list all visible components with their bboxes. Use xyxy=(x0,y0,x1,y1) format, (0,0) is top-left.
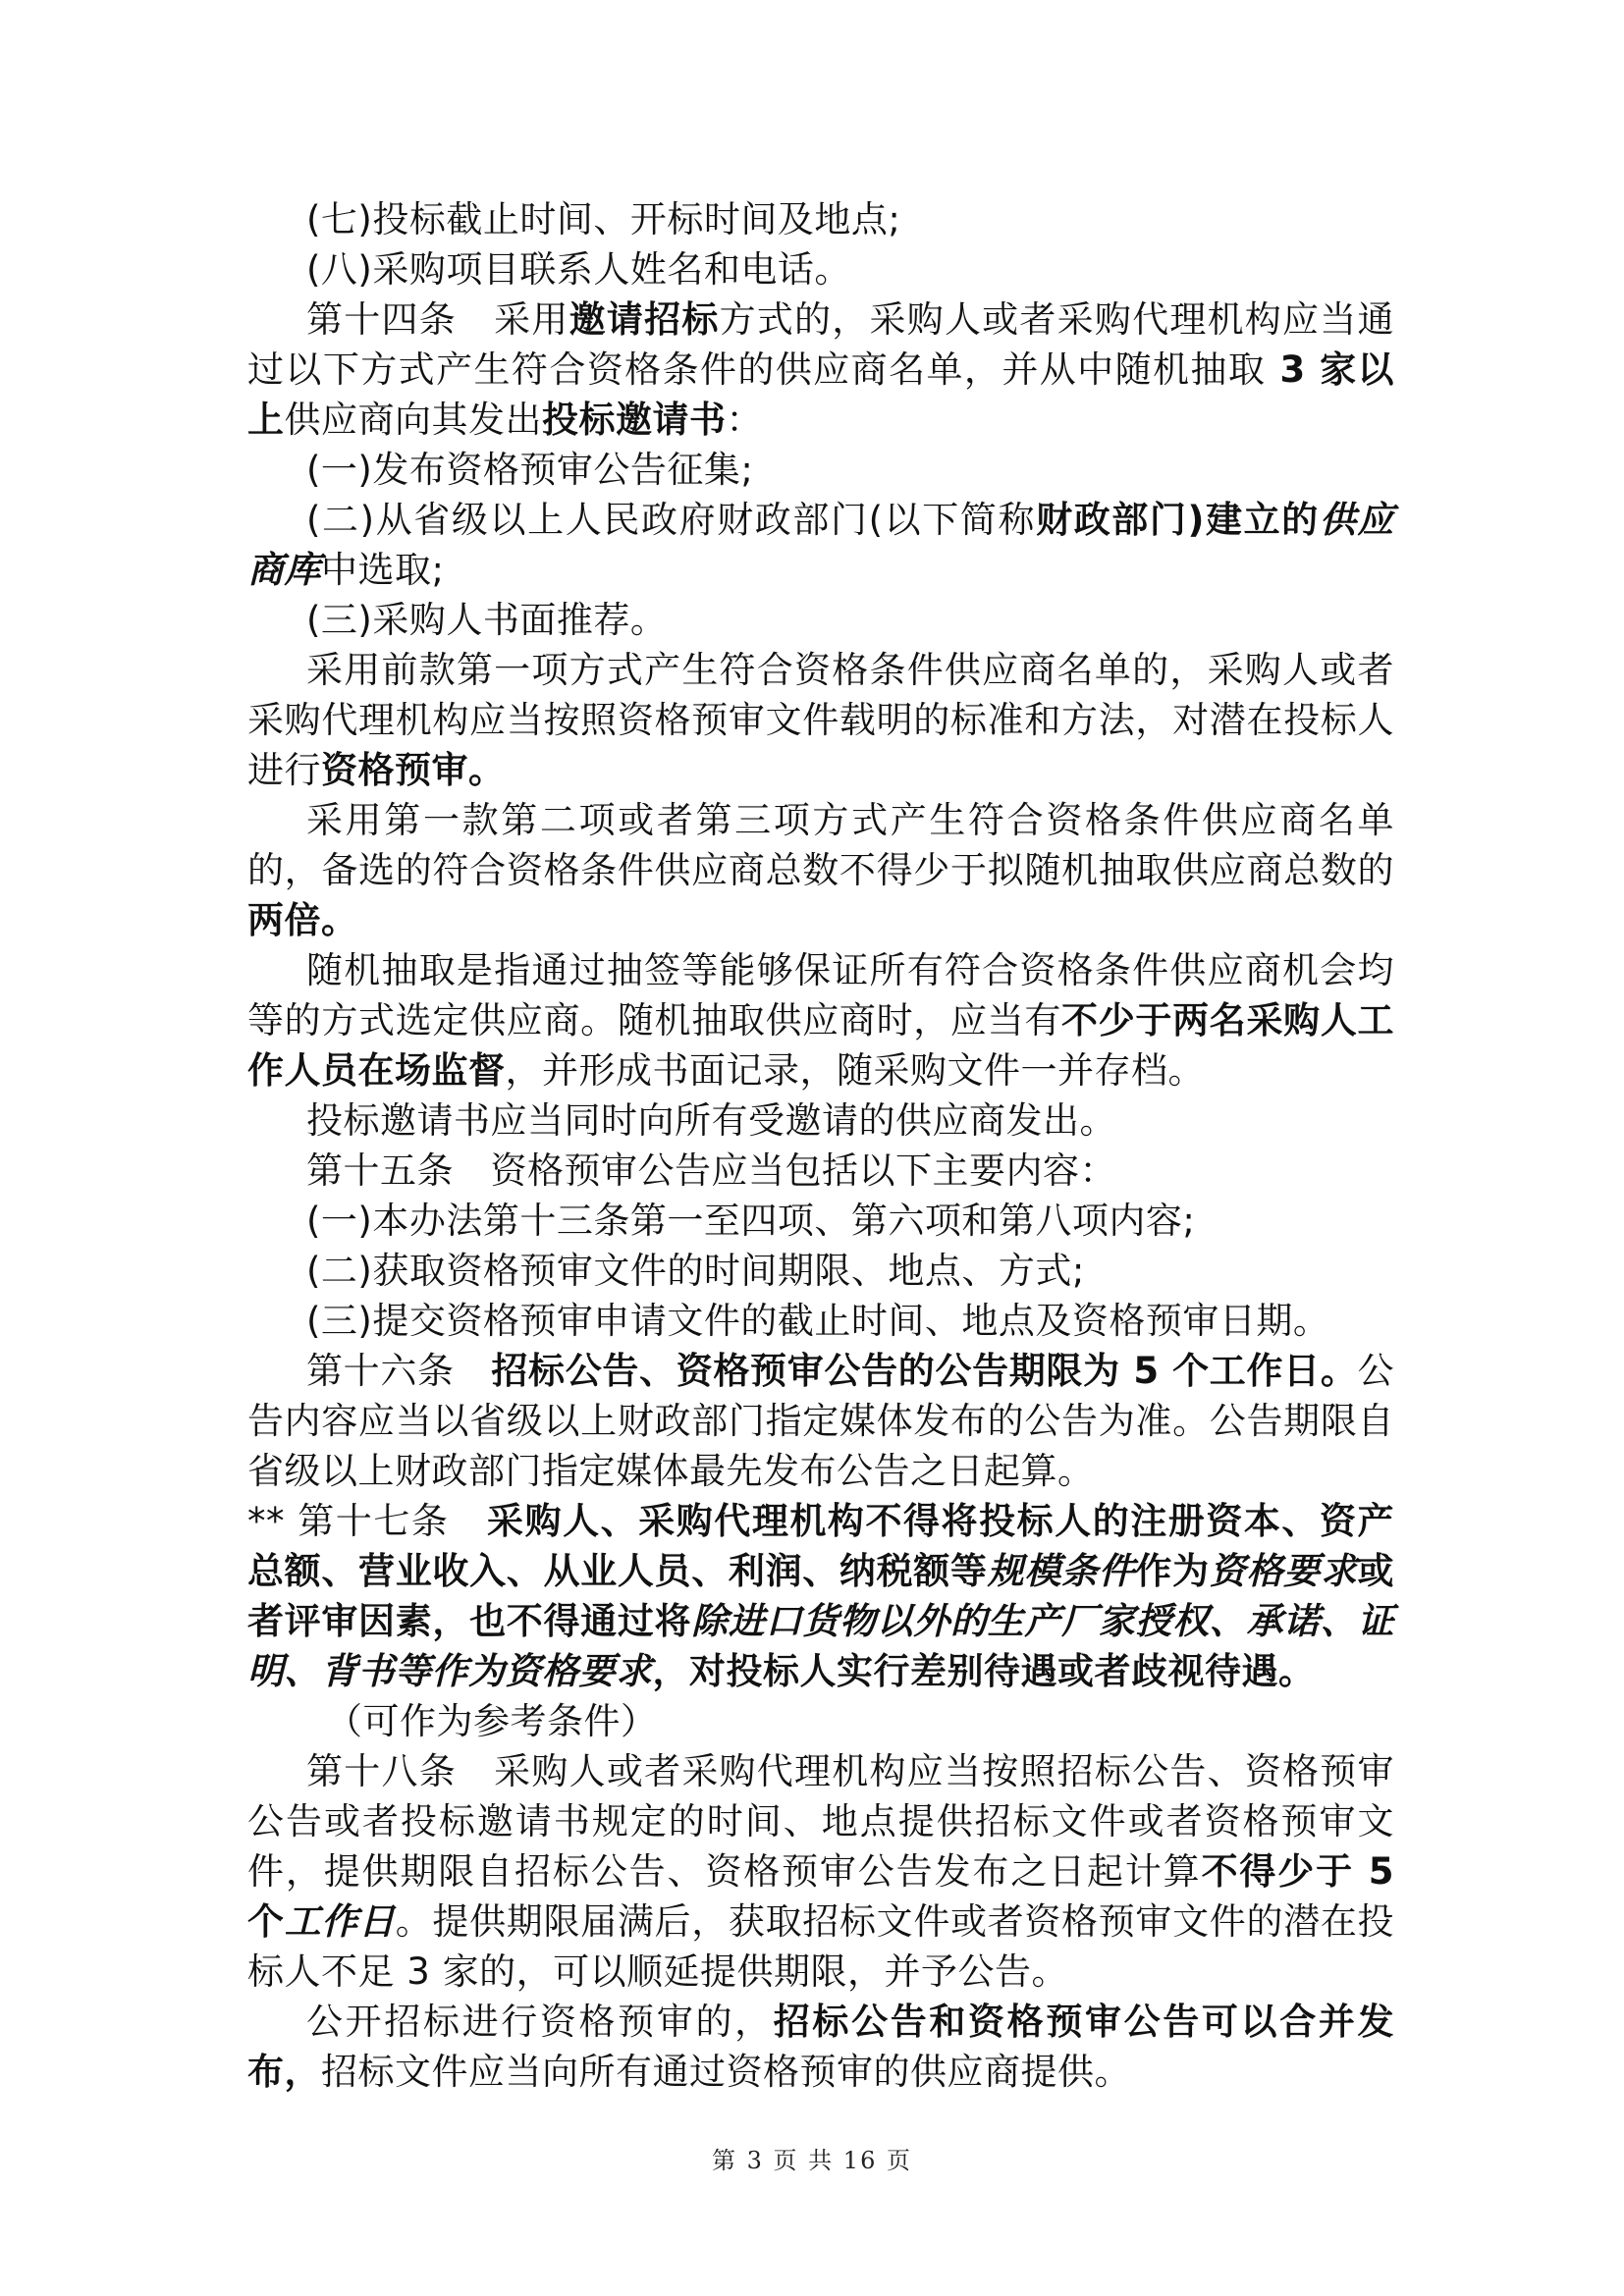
paragraph xyxy=(247,1246,1394,1296)
text-run: ，对投标人实行差别待遇或者歧视待遇。 xyxy=(652,1650,1316,1692)
paragraph xyxy=(247,194,1394,244)
paragraph xyxy=(247,1196,1394,1246)
text-run: 两倍。 xyxy=(247,899,358,941)
paragraph xyxy=(247,795,1394,945)
text-run: 招标公告、资格预审公告的公告期限为 5 个工作日。 xyxy=(491,1350,1358,1392)
text-run: 采用第一款第二项或者第三项方式产生符合资格条件供应商名单的，备选的符合资格条件供应商总数不得少于拟随机抽取供应商总数的 xyxy=(247,799,1394,891)
text-run: 第十八条 采购人或者采购代理机构应当按照招标公告、资格预审公告或者投标邀请书规定的时间、地点提供招标文件或者资格预审文件，提供期限自招标公告、资格预审公告发布之日起计算 xyxy=(247,1750,1394,1893)
text-run: (二)获取资格预审文件的时间期限、地点、方式; xyxy=(306,1250,1085,1292)
text-run: 作为 xyxy=(1135,1550,1210,1592)
text-run: 财政部门)建立的 xyxy=(1036,499,1320,541)
text-run: 。提供期限届满后，获取招标文件或者资格预审文件的潜在投标人不足 3 家的，可以顺延提供期限，并予公告。 xyxy=(247,1900,1395,1993)
text-run: 规模条件 xyxy=(987,1550,1136,1592)
text-run: 第十五条 资格预审公告应当包括以下主要内容： xyxy=(306,1149,1116,1192)
text-run: 招标文件应当向所有通过资格预审的供应商提供。 xyxy=(321,2051,1131,2093)
text-run: (八)采购项目联系人姓名和电话。 xyxy=(306,248,851,291)
paragraph xyxy=(247,244,1394,294)
text-run: 工作日 xyxy=(284,1900,396,1943)
text-run: 方式的，采购人或者采购代理机构应当通过以下方式产生符合资格条件的供应商名单，并从中随机抽取 xyxy=(247,298,1395,391)
paragraph xyxy=(247,945,1394,1095)
text-run: 第十六条 xyxy=(306,1350,492,1392)
text-run: 不少于两名采购人工作人员在场监督 xyxy=(247,999,1395,1092)
text-run: 不得少于 5 个 xyxy=(247,1850,1394,1943)
paragraph xyxy=(247,495,1394,595)
text-run: (二)从省级以上人民政府财政部门(以下简称 xyxy=(306,499,1037,541)
text-run: (一)本办法第十三条第一至四项、第六项和第八项内容; xyxy=(306,1200,1196,1242)
text-run: (一)发布资格预审公告征集; xyxy=(306,449,754,491)
text-run: 3 家以上 xyxy=(247,348,1394,441)
paragraph xyxy=(247,1746,1394,1997)
paragraph xyxy=(247,1696,1394,1746)
text-run: 供应商向其发出 xyxy=(284,399,542,441)
paragraph xyxy=(247,445,1394,495)
text-run: 公开招标进行资格预审的， xyxy=(306,2001,774,2043)
text-run: 中选取; xyxy=(321,549,445,591)
page-number: 第 3 页 共 16 页 xyxy=(712,2147,912,2174)
text-run: ： xyxy=(726,399,763,441)
paragraph xyxy=(247,1146,1394,1196)
paragraph xyxy=(247,645,1394,795)
text-run: 公告内容应当以省级以上财政部门指定媒体发布的公告为准。公告期限自省级以上财政部门指定媒体最先发布公告之日起算。 xyxy=(247,1350,1394,1492)
text-run: (三)提交资格预审申请文件的截止时间、地点及资格预审日期。 xyxy=(306,1300,1330,1342)
paragraph xyxy=(247,595,1394,645)
text-run: ** 第十七条 xyxy=(247,1500,488,1542)
text-run: (七)投标截止时间、开标时间及地点; xyxy=(306,198,901,240)
text-run: 资格预审。 xyxy=(321,749,506,791)
text-run: 或者评审因素，也不得通过将 xyxy=(247,1550,1395,1642)
text-run: 除进口货物以外的生产厂家授权、承诺、证明、背书等作为资格要求 xyxy=(247,1600,1395,1692)
text-run: 邀请招标 xyxy=(568,298,720,341)
paragraph xyxy=(247,294,1394,445)
text-run: 第十四条 采用 xyxy=(306,298,569,341)
paragraph xyxy=(247,1997,1394,2097)
document-body xyxy=(247,194,1394,2097)
paragraph xyxy=(247,1346,1394,1496)
text-run: 投标邀请书 xyxy=(542,399,727,441)
paragraph xyxy=(247,1296,1394,1346)
paragraph xyxy=(247,1496,1394,1696)
text-run: ，并形成书面记录，随采购文件一并存档。 xyxy=(505,1049,1205,1092)
text-run: 随机抽取是指通过抽签等能够保证所有符合资格条件供应商机会均等的方式选定供应商。随机抽取供应商时，应当有 xyxy=(247,949,1394,1041)
text-run: 采购人、采购代理机构不得将投标人的注册资本、资产总额、营业收入、从业人员、利润、纳税额等 xyxy=(247,1500,1395,1592)
text-run: 招标公告和资格预审公告可以合并发布， xyxy=(247,2001,1395,2093)
text-run: (三)采购人书面推荐。 xyxy=(306,599,668,641)
paragraph xyxy=(247,1095,1394,1146)
text-run: 资格要求 xyxy=(1209,1550,1358,1592)
text-run: 供应商库 xyxy=(247,499,1394,591)
text-run: 采用前款第一项方式产生符合资格条件供应商名单的，采购人或者采购代理机构应当按照资格预审文件载明的标准和方法，对潜在投标人进行 xyxy=(247,649,1394,791)
text-run: （可作为参考条件） xyxy=(326,1700,658,1742)
text-run: 投标邀请书应当同时向所有受邀请的供应商发出。 xyxy=(306,1099,1116,1142)
